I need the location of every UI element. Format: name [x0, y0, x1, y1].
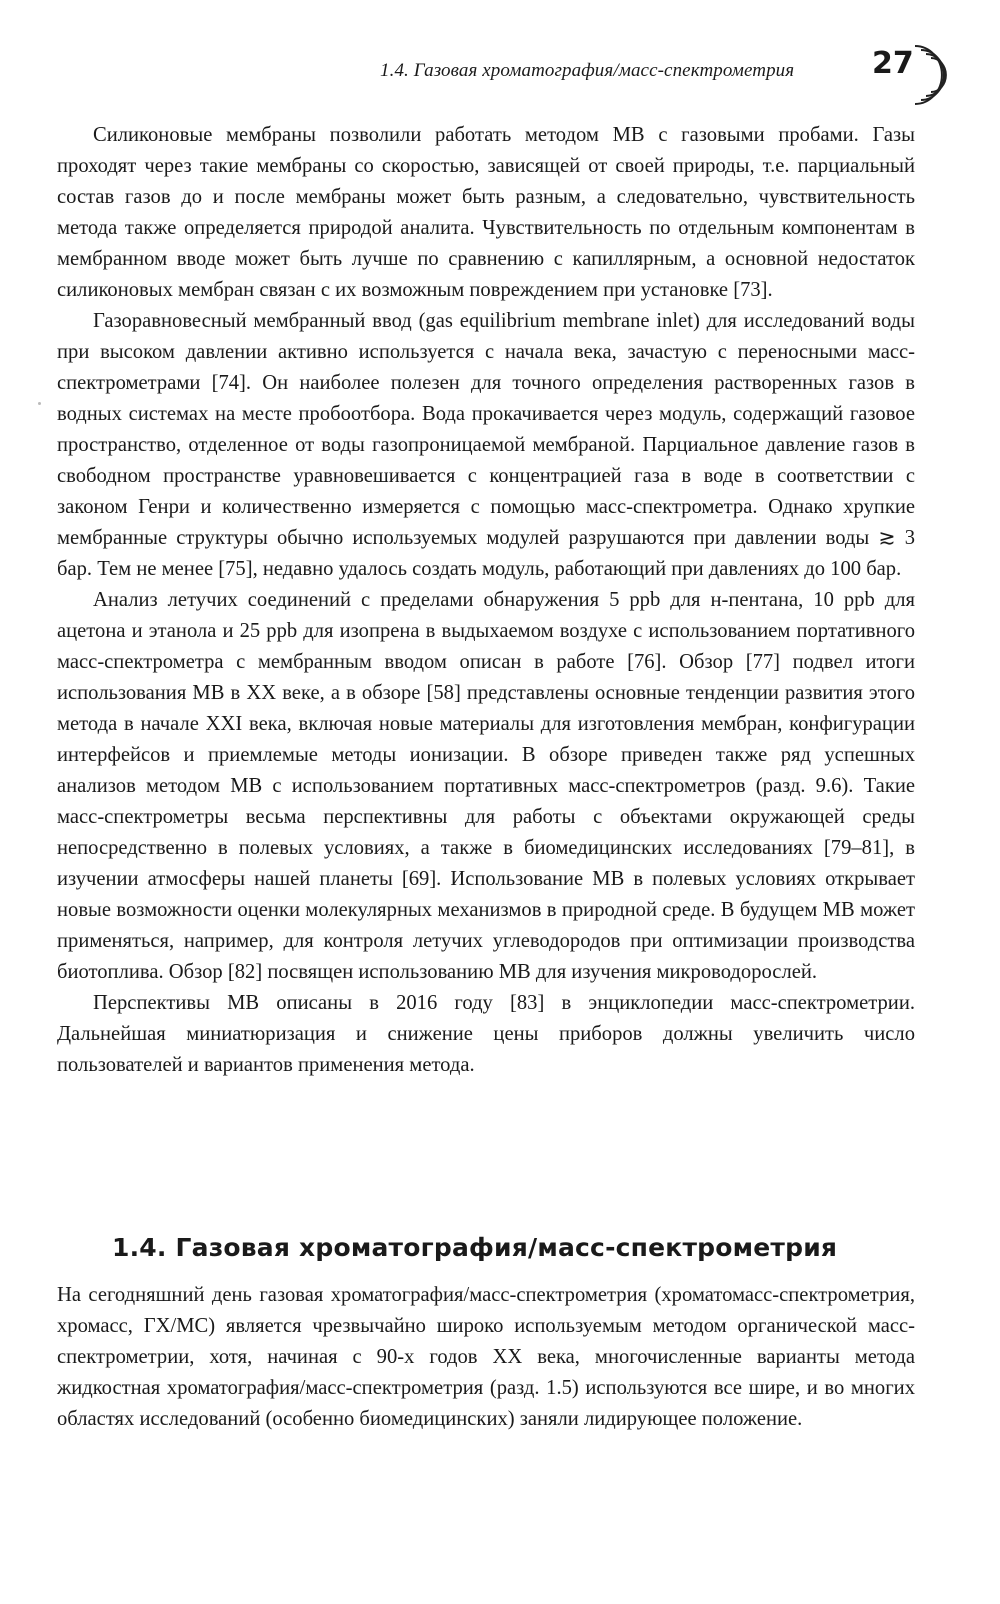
body-text: [57, 120, 915, 1081]
page-number: 27: [872, 46, 914, 81]
page-number-arcs-icon: [895, 40, 955, 110]
scan-speck: [38, 402, 41, 405]
paragraph-silicone-membranes: Силиконовые мембраны позволили работать методом МВ с газовыми пробами. Газы проходят через такие мембраны со скоростью, зависящей от своей природы, т.е. парциальный состав газов до и после мембраны может быть разным, а следовательно, чувствительность метода также определяется природой аналита. Чувствительность по отдельным компонентам в мембранном вводе может быть лучше по сравнению с капиллярным, а основной недостаток силиконовых мембран связан с их возможным повреждением при установке [73].: [57, 124, 915, 301]
section-heading: 1.4. Газовая хроматография/масс-спектрометрия: [112, 1233, 838, 1262]
paragraph-gas-equilibrium-inlet: Газоравновесный мембранный ввод (gas equilibrium membrane inlet) для исследований воды при высоком давлении активно используется с начала века, зачастую с переносными масс-спектрометрами [74]. Он наиболее полезен для точного определения растворенных газов в водных системах на месте пробоотбора. Вода прокачивается через модуль, содержащий газовое пространство, отделенное от воды газопроницаемой мембраной. Парциальное давление газов в свободном пространстве уравновешивается с концентрацией газа в воде в соответствии с законом Генри и количественно измеряется с помощью масс-спектрометра. Однако хрупкие мембранные структуры обычно используемых модулей разрушаются при давлении воды ≳ 3 бар. Тем не менее [75], недавно удалось создать модуль, работающий при давлениях до 100 бар.: [57, 310, 915, 580]
section-paragraph: На сегодняшний день газовая хроматография/масс-спектрометрия (хроматомасс-спектрометрия, хромасс, ГХ/МС) является чрезвычайно широко используемым методом органической масс-спектрометрии, хотя, начиная с 90-х годов XX века, многочисленные варианты метода жидкостная хроматография/масс-спектрометрия (разд. 1.5) используются все шире, и во многих областях исследований (особенно биомедицинских) заняли лидирующее положение.: [57, 1284, 915, 1430]
paragraph-perspectives: Перспективы МВ описаны в 2016 году [83] в энциклопедии масс-спектрометрии. Дальнейшая миниатюризация и снижение цены приборов должны увеличить число пользователей и вариантов применения метода.: [57, 992, 915, 1076]
running-head: 1.4. Газовая хроматография/масс-спектрометрия: [380, 60, 795, 81]
paragraph-volatile-analysis: Анализ летучих соединений с пределами обнаружения 5 ppb для н-пентана, 10 ppb для ацетона и этанола и 25 ppb для изопрена в выдыхаемом воздухе с использованием портативного масс-спектрометра с мембранным вводом описан в работе [76]. Обзор [77] подвел итоги использования МВ в XX веке, а в обзоре [58] представлены основные тенденции развития этого метода в начале XXI века, включая новые материалы для изготовления мембран, конфигурации интерфейсов и приемлемые методы ионизации. В обзоре приведен также ряд успешных анализов методом МВ с использованием портативных масс-спектрометров (разд. 9.6). Такие масс-спектрометры весьма перспективны для работы с объектами окружающей среды непосредственно в полевых условиях, а также в биомедицинских исследованиях [79–81], в изучении атмосферы нашей планеты [69]. Использование МВ в полевых условиях открывает новые возможности оценки молекулярных механизмов в природной среде. В будущем МВ может применяться, например, для контроля летучих углеводородов при оптимизации производства биотоплива. Обзор [82] посвящен использованию МВ для изучения микроводорослей.: [57, 589, 915, 983]
